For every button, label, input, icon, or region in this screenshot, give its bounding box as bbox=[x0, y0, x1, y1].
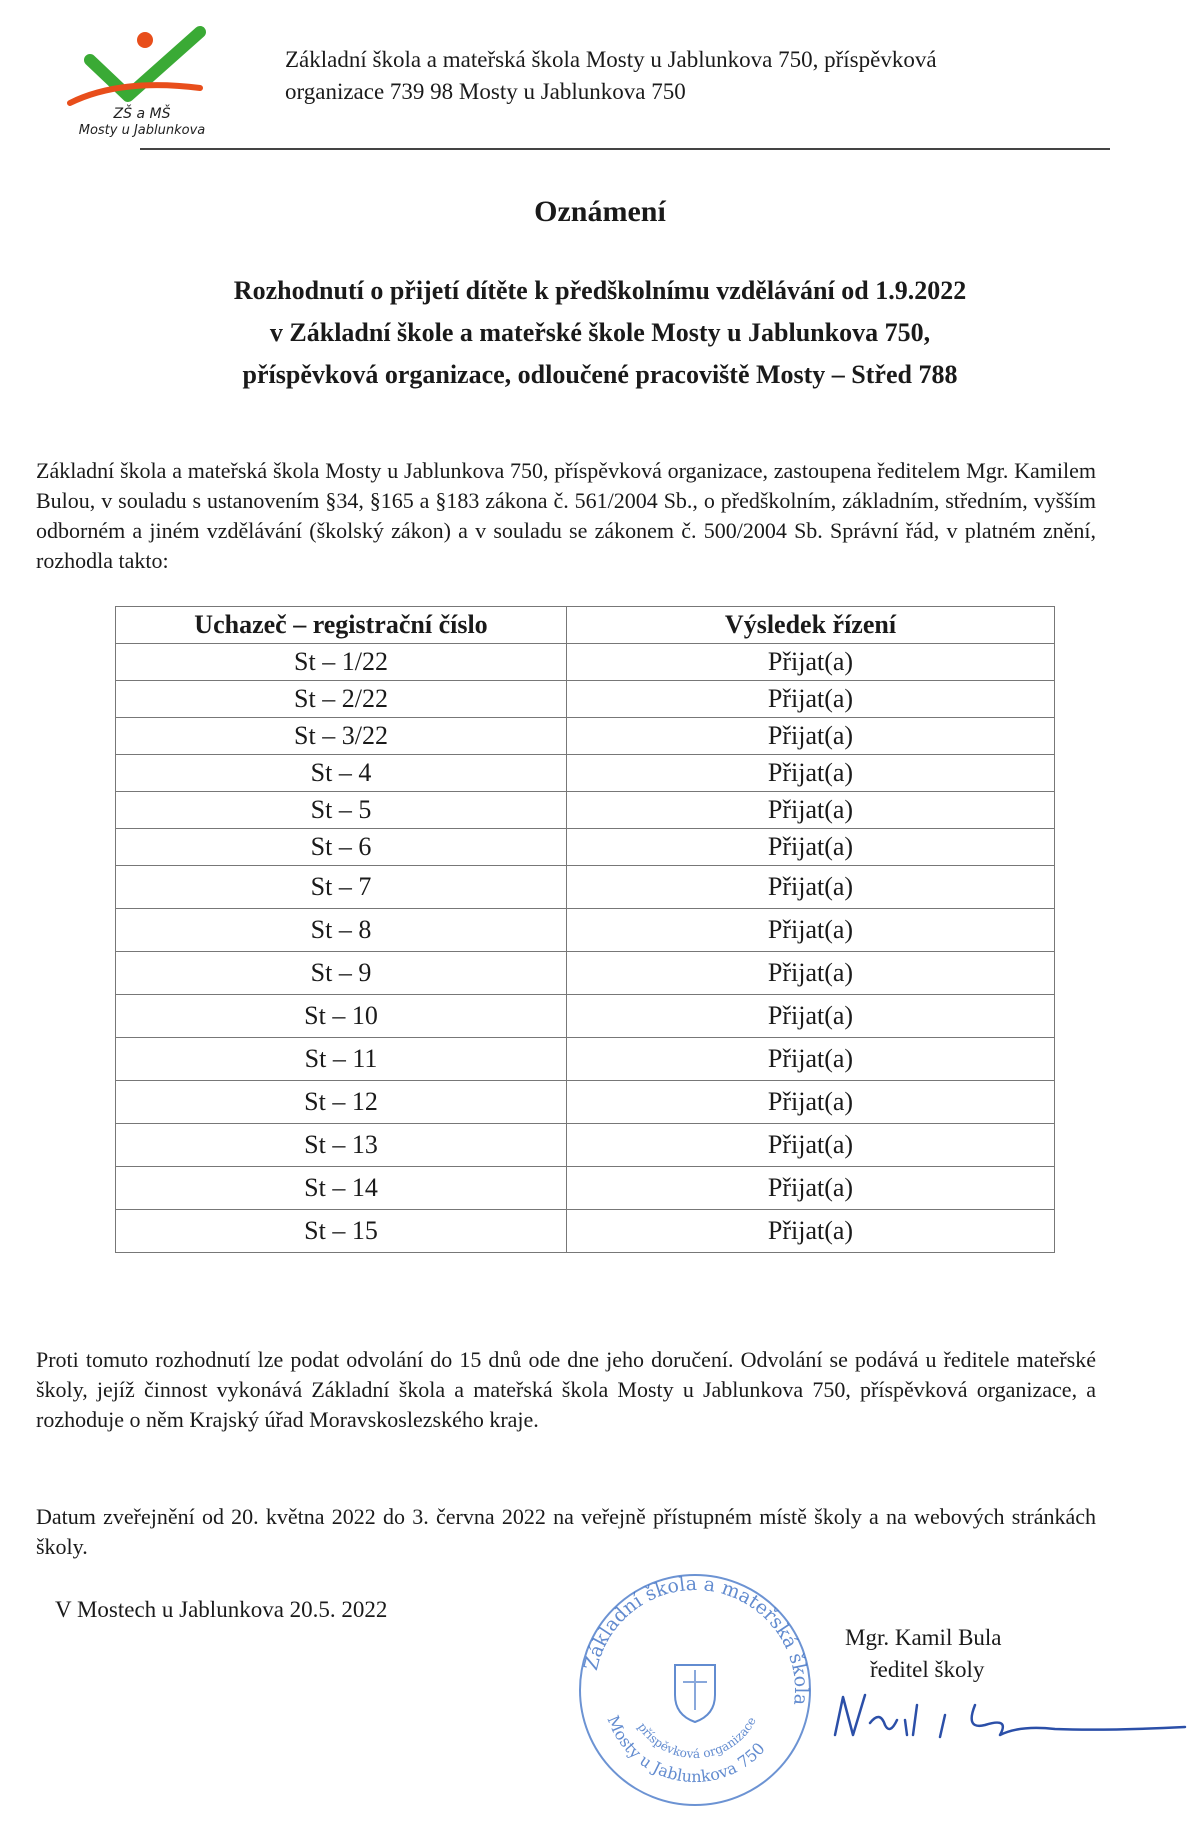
result-value: Přijat(a) bbox=[567, 1210, 1055, 1253]
result-value: Přijat(a) bbox=[567, 1124, 1055, 1167]
results-table-container bbox=[115, 606, 1055, 1253]
table-row bbox=[116, 755, 1055, 792]
applicant-id: St – 3/22 bbox=[116, 718, 567, 755]
stamp-bottom-text: Mosty u Jablunkova 750 bbox=[603, 1712, 769, 1787]
applicant-id: St – 12 bbox=[116, 1081, 567, 1124]
result-value: Přijat(a) bbox=[567, 1038, 1055, 1081]
table-row bbox=[116, 1167, 1055, 1210]
table-row bbox=[116, 792, 1055, 829]
table-row bbox=[116, 644, 1055, 681]
place-and-date: V Mostech u Jablunkova 20.5. 2022 bbox=[55, 1597, 388, 1622]
signer-name: Mgr. Kamil Bula bbox=[845, 1625, 1002, 1650]
table-row bbox=[116, 866, 1055, 909]
result-value: Přijat(a) bbox=[567, 792, 1055, 829]
table-row bbox=[116, 952, 1055, 995]
result-value: Přijat(a) bbox=[567, 952, 1055, 995]
table-row bbox=[116, 829, 1055, 866]
subtitle-line-3: příspěvková organizace, odloučené pracoviště Mosty – Střed 788 bbox=[242, 360, 958, 389]
result-value: Přijat(a) bbox=[567, 681, 1055, 718]
header-organization bbox=[285, 44, 1145, 108]
school-logo bbox=[50, 18, 230, 138]
result-value: Přijat(a) bbox=[567, 995, 1055, 1038]
applicant-id: St – 5 bbox=[116, 792, 567, 829]
table-row bbox=[116, 1038, 1055, 1081]
header-line-2: organizace 739 98 Mosty u Jablunkova 750 bbox=[285, 79, 686, 104]
logo-text-line2: Mosty u Jablunkova bbox=[78, 123, 206, 138]
result-value: Přijat(a) bbox=[567, 909, 1055, 952]
appeal-paragraph: Proti tomuto rozhodnutí lze podat odvolání do 15 dnů ode dne jeho doručení. Odvolání se podává u ředitele mateřské školy, jejíž činnost vykonává Základní škola a mateřská škola Mosty u Jablunkova 750, příspěvková organizace, a rozhoduje o něm Krajský úřad Moravskoslezského kraje. bbox=[36, 1347, 1096, 1432]
applicant-id: St – 6 bbox=[116, 829, 567, 866]
result-value: Přijat(a) bbox=[567, 866, 1055, 909]
applicant-id: St – 1/22 bbox=[116, 644, 567, 681]
table-row bbox=[116, 909, 1055, 952]
signature bbox=[825, 1675, 1195, 1765]
document-title: Oznámení bbox=[534, 195, 666, 228]
applicant-id: St – 14 bbox=[116, 1167, 567, 1210]
subtitle-line-2: v Základní škole a mateřské škole Mosty u Jablunkova 750, bbox=[269, 318, 931, 347]
table-row bbox=[116, 1124, 1055, 1167]
table-header-row bbox=[116, 607, 1055, 644]
applicant-id: St – 10 bbox=[116, 995, 567, 1038]
applicant-id: St – 7 bbox=[116, 866, 567, 909]
stamp-inner-text: příspěvková organizace bbox=[635, 1714, 759, 1762]
column-header-applicant: Uchazeč – registrační číslo bbox=[116, 607, 567, 644]
intro-paragraph: Základní škola a mateřská škola Mosty u Jablunkova 750, příspěvková organizace, zastoupena ředitelem Mgr. Kamilem Bulou, v souladu s ustanovením §34, §165 a §183 zákona č. 561/2004 Sb., o předškolním, základním, středním, vyšším odborném a jiném vzdělávání (školský zákon) a v souladu se zákonem č. 500/2004 Sb. Správní řád, v platném znění, rozhodla takto: bbox=[36, 458, 1096, 573]
header-line-1: Základní škola a mateřská škola Mosty u Jablunkova 750, příspěvková bbox=[285, 47, 937, 72]
document-subtitle bbox=[0, 270, 1200, 396]
applicant-id: St – 11 bbox=[116, 1038, 567, 1081]
header-divider bbox=[140, 148, 1110, 150]
applicant-id: St – 9 bbox=[116, 952, 567, 995]
result-value: Přijat(a) bbox=[567, 1081, 1055, 1124]
applicant-id: St – 13 bbox=[116, 1124, 567, 1167]
publication-paragraph: Datum zveřejnění od 20. května 2022 do 3. června 2022 na veřejně přístupném místě školy a na webových stránkách školy. bbox=[36, 1504, 1096, 1559]
applicant-id: St – 2/22 bbox=[116, 681, 567, 718]
table-row bbox=[116, 681, 1055, 718]
logo-figure-head bbox=[137, 32, 153, 48]
applicant-id: St – 4 bbox=[116, 755, 567, 792]
table-row bbox=[116, 995, 1055, 1038]
signer-role: ředitel školy bbox=[870, 1657, 985, 1682]
applicant-id: St – 15 bbox=[116, 1210, 567, 1253]
result-value: Přijat(a) bbox=[567, 644, 1055, 681]
applicant-id: St – 8 bbox=[116, 909, 567, 952]
logo-text-line1: ZŠ a MŠ bbox=[113, 106, 171, 122]
result-value: Přijat(a) bbox=[567, 755, 1055, 792]
column-header-result: Výsledek řízení bbox=[567, 607, 1055, 644]
result-value: Přijat(a) bbox=[567, 718, 1055, 755]
result-value: Přijat(a) bbox=[567, 1167, 1055, 1210]
results-table bbox=[115, 606, 1055, 1253]
table-row bbox=[116, 718, 1055, 755]
stamp-outer-text: Základní škola a mateřská škola bbox=[580, 1572, 813, 1707]
table-row bbox=[116, 1210, 1055, 1253]
table-row bbox=[116, 1081, 1055, 1124]
school-stamp bbox=[575, 1570, 815, 1810]
result-value: Přijat(a) bbox=[567, 829, 1055, 866]
subtitle-line-1: Rozhodnutí o přijetí dítěte k předškolnímu vzdělávání od 1.9.2022 bbox=[233, 276, 967, 305]
